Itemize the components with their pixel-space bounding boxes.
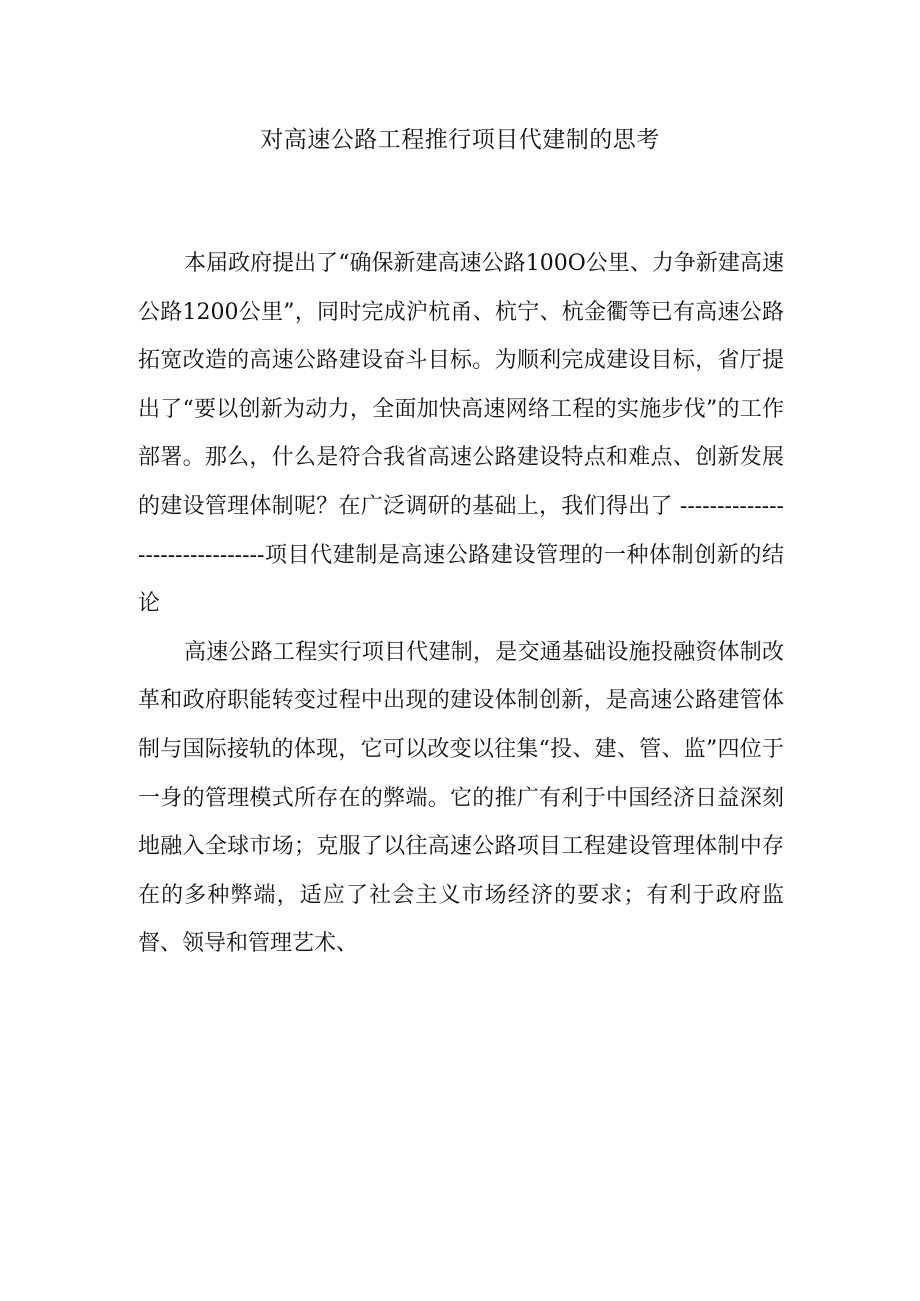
document-body: [138, 240, 784, 969]
paragraph-1: 本届政府提出了“确保新建高速公路100O公里、力争新建高速公路1200公里”，同时完成沪杭甬、杭宁、杭金衢等已有高速公路拓宽改造的高速公路建设奋斗目标。为顺利完成建设目标，省厅提出了“要以创新为动力，全面加快高速网络工程的实施步伐”的工作部署。那么，什么是符合我省高速公路建设特点和难点、创新发展的建设管理体制呢？在广泛调研的基础上，我们得出了 -------------------------------项目代建制是高速公路建设管理的一种体制创新的结论: [138, 251, 784, 617]
document-title: 对高速公路工程推行项目代建制的思考: [260, 127, 660, 153]
paragraph-2: 高速公路工程实行项目代建制，是交通基础设施投融资体制改革和政府职能转变过程中出现的建设体制创新，是高速公路建管体制与国际接轨的体现，它可以改变以往集“投、建、管、监”四位于一身的管理模式所存在的弊端。它的推广有利于中国经济日益深刻地融入全球市场；克服了以往高速公路项目工程建设管理体制中存在的多种弊端，适应了社会主义市场经济的要求；有利于政府监督、领导和管理艺术、: [138, 639, 784, 957]
